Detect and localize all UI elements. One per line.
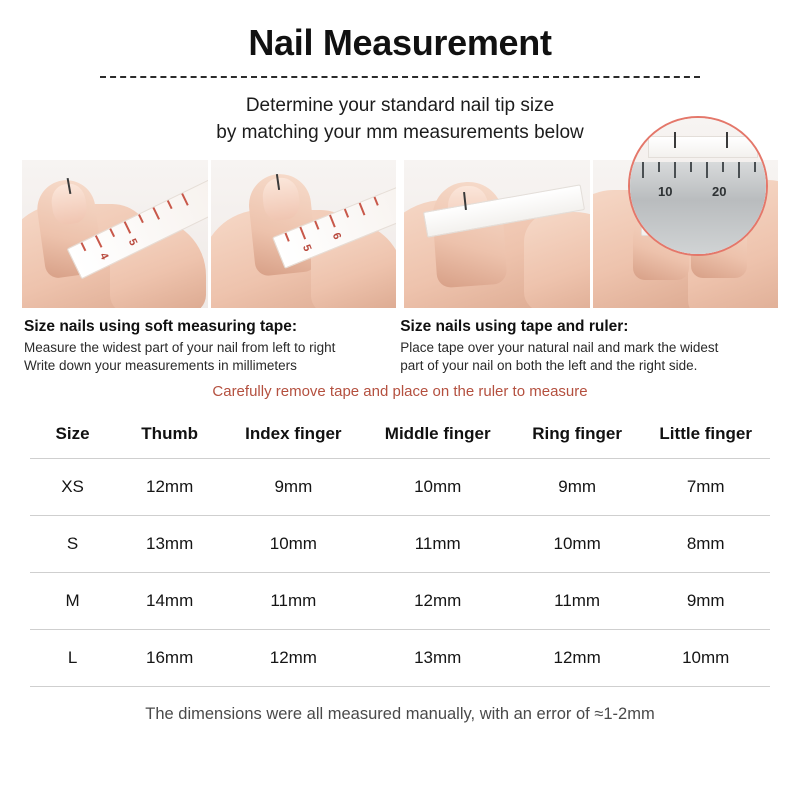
- column-header-size: Size: [30, 414, 115, 459]
- table-row: [30, 573, 770, 630]
- ruler-tick: [754, 162, 756, 172]
- steel-ruler: [630, 162, 768, 256]
- cell-little: 10mm: [641, 630, 770, 687]
- cell-index: 11mm: [224, 573, 362, 630]
- cell-thumb: 14mm: [115, 573, 224, 630]
- tape-number: 6: [329, 231, 343, 242]
- white-tape: [648, 136, 758, 158]
- cell-ring: 10mm: [513, 516, 642, 573]
- ruler-number: 20: [712, 184, 727, 199]
- tape-on-nail-photo-closeup: [211, 160, 397, 308]
- cell-middle: 12mm: [363, 573, 513, 630]
- caption-tape-line-2: Write down your measurements in millimeters: [24, 358, 297, 373]
- photo-group-ruler: [404, 160, 778, 308]
- ruler-tick: [642, 162, 644, 178]
- cell-ring: 12mm: [513, 630, 642, 687]
- ruler-tick: [658, 162, 660, 172]
- subtitle-line-2: by matching your mm measurements below: [216, 122, 584, 143]
- cell-ring: 9mm: [513, 459, 642, 516]
- cell-size: L: [30, 630, 115, 687]
- tape-on-nail-photo: [22, 160, 208, 308]
- tape-over-nail-photo: [404, 160, 590, 308]
- tape-tick: [299, 227, 305, 240]
- photo-group-tape: [22, 160, 396, 308]
- tape-tick: [358, 203, 364, 216]
- cell-thumb: 12mm: [115, 459, 224, 516]
- tape-tick: [167, 200, 172, 209]
- tape-tick: [152, 207, 159, 219]
- caption-note: Carefully remove tape and place on the ruler to measure: [212, 383, 588, 400]
- caption-tape-heading: Size nails using soft measuring tape:: [24, 318, 298, 335]
- tape-number: 4: [97, 250, 111, 262]
- table-row: [30, 630, 770, 687]
- footnote: The dimensions were all measured manually, with an error of ≈1-2mm: [145, 705, 655, 723]
- cell-thumb: 13mm: [115, 516, 224, 573]
- table-row: [30, 459, 770, 516]
- tape-tick: [329, 215, 335, 228]
- cell-index: 12mm: [224, 630, 362, 687]
- ruler-magnifier-inset: [628, 116, 768, 256]
- dashed-divider: [100, 76, 700, 78]
- tape-tick: [181, 193, 188, 205]
- cell-index: 10mm: [224, 516, 362, 573]
- column-header-thumb: Thumb: [115, 414, 224, 459]
- tape-tick: [95, 235, 102, 247]
- cell-ring: 11mm: [513, 573, 642, 630]
- tape-tick: [81, 242, 86, 251]
- tape-tick: [284, 233, 289, 242]
- cell-size: S: [30, 516, 115, 573]
- caption-tape-line-1: Measure the widest part of your nail from left to right: [24, 340, 336, 355]
- cell-size: M: [30, 573, 115, 630]
- tape-number: 5: [299, 243, 313, 254]
- thumb-shape: [524, 212, 590, 308]
- column-header-index: Index finger: [224, 414, 362, 459]
- tape-tick: [343, 209, 348, 218]
- tape-pen-mark: [674, 132, 676, 148]
- ruler-tick: [722, 162, 724, 172]
- caption-tape: [24, 318, 388, 375]
- cell-size: XS: [30, 459, 115, 516]
- cell-thumb: 16mm: [115, 630, 224, 687]
- caption-row: [24, 318, 776, 375]
- tape-pen-mark: [726, 132, 728, 148]
- cell-little: 8mm: [641, 516, 770, 573]
- cell-little: 7mm: [641, 459, 770, 516]
- ruler-tick: [674, 162, 676, 178]
- caption-ruler-heading: Size nails using tape and ruler:: [400, 318, 629, 335]
- tape-tick: [138, 214, 143, 223]
- size-table: [30, 414, 770, 687]
- tape-tick: [373, 197, 378, 206]
- ruler-number: 10: [658, 184, 673, 199]
- tape-tick: [109, 228, 114, 237]
- caption-ruler-line-1: Place tape over your natural nail and mark the widest: [400, 340, 719, 355]
- cell-little: 9mm: [641, 573, 770, 630]
- subtitle-line-1: Determine your standard nail tip size: [245, 95, 555, 116]
- tape-tick: [124, 221, 131, 233]
- tape-tick: [314, 221, 319, 230]
- photo-strip: [22, 160, 778, 308]
- cell-middle: 10mm: [363, 459, 513, 516]
- ruler-tick: [738, 162, 740, 178]
- ruler-tick: [706, 162, 708, 178]
- caption-ruler: [400, 318, 776, 375]
- table-header-row: [30, 414, 770, 459]
- cell-middle: 11mm: [363, 516, 513, 573]
- tape-number: 5: [125, 236, 140, 248]
- column-header-little: Little finger: [641, 414, 770, 459]
- table-row: [30, 516, 770, 573]
- ruler-tick: [690, 162, 692, 172]
- page-title: Nail Measurement: [248, 22, 552, 63]
- nail-measurement-infographic: [0, 22, 800, 800]
- column-header-ring: Ring finger: [513, 414, 642, 459]
- cell-middle: 13mm: [363, 630, 513, 687]
- caption-ruler-line-2: part of your nail on both the left and the right side.: [400, 358, 698, 373]
- column-header-middle: Middle finger: [363, 414, 513, 459]
- cell-index: 9mm: [224, 459, 362, 516]
